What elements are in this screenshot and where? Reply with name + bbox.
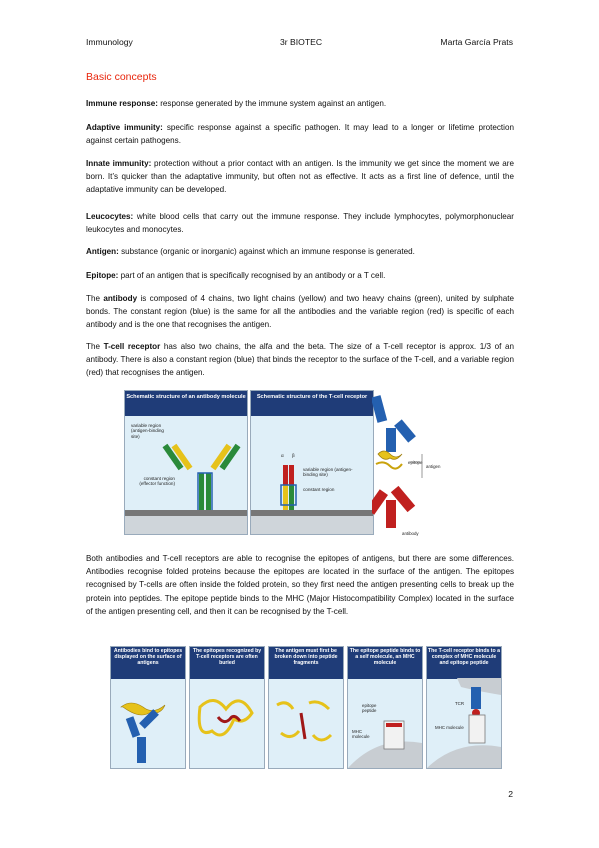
term: Innate immunity:	[86, 159, 152, 168]
panel-peptide-fragments	[268, 646, 344, 769]
def-text: response generated by the immune system against an antigen.	[157, 99, 387, 108]
panel-mhc-binding	[347, 646, 423, 769]
def-text: protection without a prior contact with an antigen. Is the immunity we get since the moment we are born. It’s quicker than the adaptative immunity, but often not as effective. It acts as a first line of defence, until the adaptative immunity can be developed.	[86, 159, 514, 195]
antibody-paragraph	[86, 292, 514, 332]
differences-paragraph: Both antibodies and T-cell receptors are able to recognise the epitopes of antigens, but there are some differences. Antibodies recognise folded proteins because the epitopes are located in the surface of the antigen. The epitopes recognised by T-cells are often inside the folded protein, so they first need the antigen presenting cells to break up the protein into peptides. The epitope peptide binds to the MHC (Major Histocompatibility Complex) located in the surface of the antigen presenting cell, and then it can be recognised by the T-cell.	[86, 554, 514, 616]
panel-title: The antigen must first be broken down into peptide fragments	[269, 647, 343, 679]
para-pre: The	[86, 342, 104, 351]
def-antigen	[86, 245, 514, 258]
antibody-label: antibody	[402, 531, 419, 536]
term: Immune response:	[86, 99, 158, 108]
page-number: 2	[508, 789, 513, 799]
para-pre: The	[86, 294, 104, 303]
term: Adaptive immunity:	[86, 123, 163, 132]
cell-surface	[125, 516, 247, 534]
header-group: 3r BIOTEC	[280, 37, 323, 47]
section-title: Basic concepts	[86, 71, 157, 83]
panel-illustration	[111, 647, 185, 768]
panel-title: Schematic structure of an antibody molecule	[125, 391, 247, 416]
panel-title: Schematic structure of the T-cell receptor	[251, 391, 373, 416]
cell-surface	[251, 516, 373, 534]
term: Antigen:	[86, 247, 119, 256]
para-text: has also two chains, the alfa and the beta. The size of a T-cell receptor is approx. 1/3 of an antibody. There is also a constant region (blue) that binds the receptor to the surface of the T-cell, and a variable region (red) that recognises the antigen.	[86, 342, 515, 378]
panel-title: The T-cell receptor binds to a complex of MHC molecule and epitope peptide	[427, 647, 501, 679]
panel-tcr-binding	[426, 646, 502, 769]
panel-title: The epitopes recognized by T-cell receptors are often buried	[190, 647, 264, 679]
tcr-label: TCR	[455, 701, 465, 706]
beta-label: β	[292, 453, 295, 458]
term: Leucocytes:	[86, 212, 134, 221]
panel-illustration	[269, 647, 343, 768]
def-text: substance (organic or inorganic) against which an immune response is generated.	[118, 247, 415, 256]
def-innate-immunity	[86, 157, 514, 197]
panel-buried-epitopes	[189, 646, 265, 769]
term: T-cell receptor	[103, 342, 161, 351]
para-text: is composed of 4 chains, two light chains (yellow) and two heavy chains (green), united by sulphate bonds. The constant region (blue) is the same for all the antibodies and the variable region (red) is specific of each antibody and is the one that recognises the antigen.	[86, 294, 515, 330]
mhc-molecule-label: MHC molecule	[352, 729, 370, 739]
def-text: part of an antigen that is specifically recognised by an antibody or a T cell.	[118, 271, 386, 280]
panel-title: Antibodies bind to epitopes displayed on the surface of antigens	[111, 647, 185, 679]
figure-antibody-tcr-structure	[124, 390, 385, 533]
figure-antibody-antigen	[372, 392, 512, 538]
tcr-constant-label: constant region	[303, 487, 335, 492]
header-course: Immunology	[86, 37, 133, 47]
panel-antibody-binding	[110, 646, 186, 769]
panel-illustration	[427, 647, 501, 768]
header-author: Marta García Prats	[440, 37, 513, 47]
antibody-structure-panel	[124, 390, 248, 535]
term: Epitope:	[86, 271, 119, 280]
def-text: specific response against a specific pathogen. It may lead to a longer or lifetime protection against certain pathogens.	[86, 123, 514, 146]
epitope-label: epitope	[408, 460, 423, 465]
variable-region-label: variable region (antigen-binding site)	[131, 423, 164, 439]
constant-region-label: constant region (effector function)	[139, 476, 175, 487]
def-text: white blood cells that carry out the immune response. They include lymphocytes, polymorphonuclear leukocytes and monocytes.	[86, 212, 514, 235]
tcr-variable-label: variable region (antigen-binding site)	[303, 467, 353, 478]
tcell-paragraph	[86, 340, 514, 380]
antigen-label: antigen	[426, 464, 441, 469]
alpha-label: α	[281, 453, 284, 458]
def-adaptive-immunity	[86, 121, 514, 147]
panel-illustration	[190, 647, 264, 768]
panel-title: The epitope peptide binds to a self molecule, an MHC molecule	[348, 647, 422, 679]
def-leucocytes	[86, 210, 514, 236]
def-immune-response	[86, 97, 514, 110]
epitope-peptide-label: epitope peptide	[362, 703, 377, 713]
term: antibody	[103, 294, 138, 303]
figure-epitope-recognition	[110, 646, 502, 767]
tcr-structure-panel	[250, 390, 374, 535]
def-epitope	[86, 269, 514, 282]
antibody-antigen-diagram	[372, 392, 512, 538]
mhc-molecule-label: MHC molecule	[435, 725, 464, 730]
